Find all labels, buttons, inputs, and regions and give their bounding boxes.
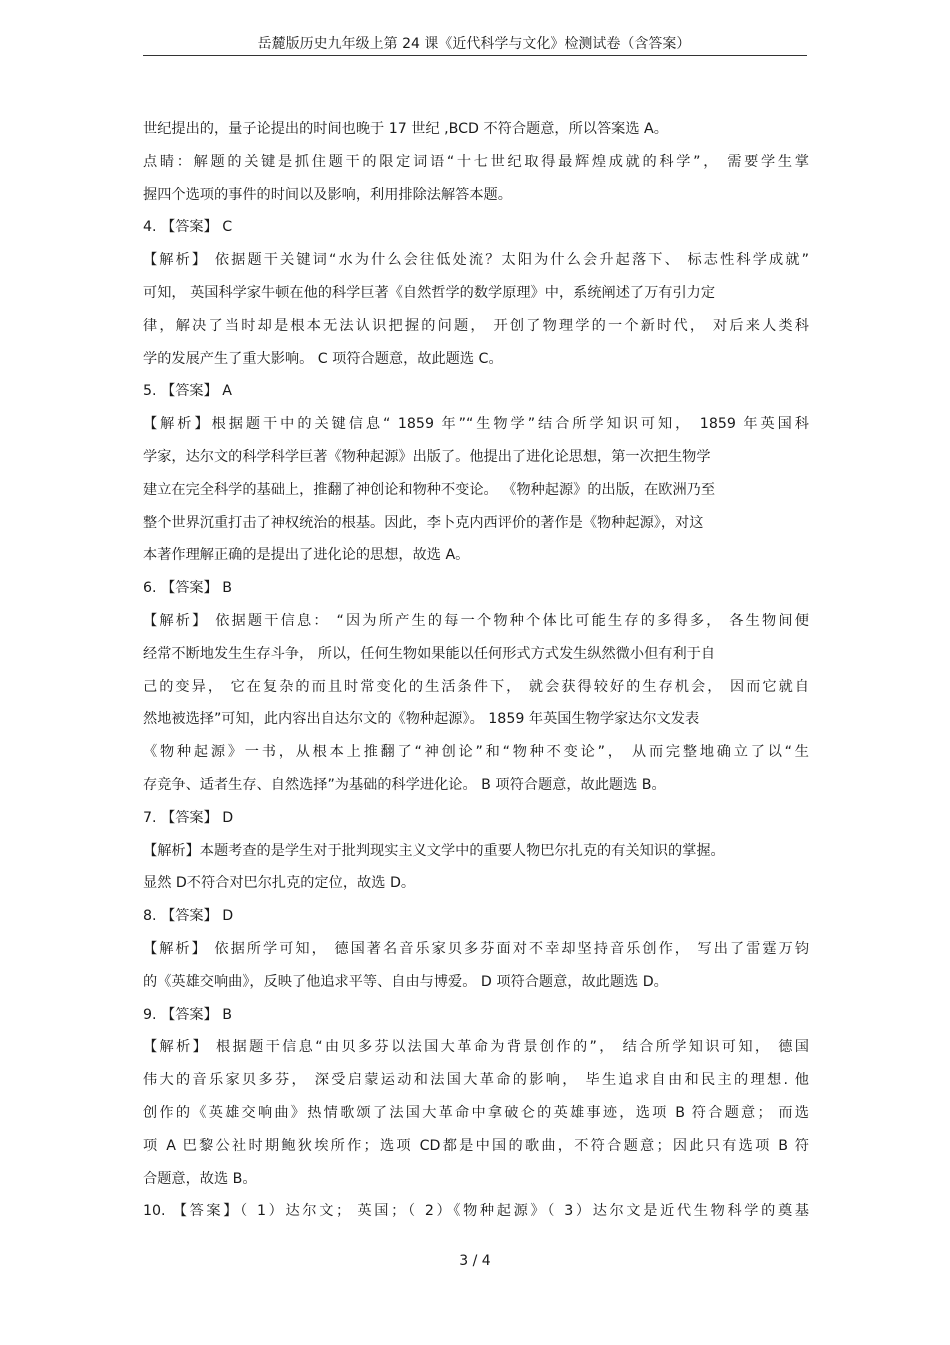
text-line: 【解析】根据题干中的关键信息“ 1859 年”“生物学”结合所学知识可知， 1859 年英国科	[143, 416, 809, 433]
document-body	[143, 113, 809, 1228]
text-line: 建立在完全科学的基础上，推翻了神创论和物种不变论。 《物种起源》的出版，在欧洲乃至	[143, 481, 716, 498]
text-line: 学家，达尔文的科学科学巨著《物种起源》出版了。他提出了进化论思想，第一次把生物学	[143, 448, 711, 465]
text-line: 【解析】 依据题干信息： “因为所产生的每一个物种个体比可能生存的多得多， 各生物间便	[143, 612, 809, 629]
text-line: 可知， 英国科学家牛顿在他的科学巨著《自然哲学的数学原理》中，系统阐述了万有引力定	[143, 284, 716, 301]
text-line: 《物种起源》一书，从根本上推翻了“神创论”和“物种不变论”， 从而完整地确立了以“生	[143, 744, 809, 761]
text-line: 7. 【答案】 D	[143, 809, 234, 826]
text-line: 6. 【答案】 B	[143, 580, 233, 597]
text-line: 的《英雄交响曲》，反映了他追求平等、自由与博爱。 D 项符合题意，故此题选 D。	[143, 973, 668, 990]
text-line: 伟大的音乐家贝多芬， 深受启蒙运动和法国大革命的影响， 毕生追求自由和民主的理想. 他	[143, 1072, 809, 1089]
text-line: 整个世界沉重打击了神权统治的根基。因此，李卜克内西评价的著作是《物种起源》，对这	[143, 514, 704, 531]
text-line: 本著作理解正确的是提出了进化论的思想，故选 A。	[143, 547, 470, 564]
page-number: 3 / 4	[459, 1253, 491, 1269]
text-line: 握四个选项的事件的时间以及影响，利用排除法解答本题。	[143, 186, 512, 203]
text-line: 己的变异， 它在复杂的而且时常变化的生活条件下， 就会获得较好的生存机会， 因而它就自	[143, 678, 809, 695]
text-line: 10. 【答案】（ 1）达尔文； 英国；（ 2）《物种起源》（ 3）达尔文是近代生物科学的奠基	[143, 1203, 809, 1220]
text-line: 学的发展产生了重大影响。 C 项符合题意，故此题选 C。	[143, 350, 503, 367]
text-line: 【解析】 依据题干关键词“水为什么会往低处流？太阳为什么会升起落下、 标志性科学成就”	[143, 252, 809, 269]
header-divider	[143, 55, 807, 56]
text-line: 律，解决了当时却是根本无法认识把握的问题， 开创了物理学的一个新时代， 对后来人类科	[143, 317, 809, 334]
text-line: 存竞争、适者生存、自然选择”为基础的科学进化论。 B 项符合题意，故此题选 B。	[143, 776, 666, 793]
text-line: 点睛：解题的关键是抓住题干的限定词语“十七世纪取得最辉煌成就的科学”， 需要学生掌	[143, 153, 809, 170]
text-line: 5. 【答案】 A	[143, 383, 233, 400]
text-line: 【解析】本题考查的是学生对于批判现实主义文学中的重要人物巴尔扎克的有关知识的掌握。	[143, 842, 725, 859]
text-line: 经常不断地发生生存斗争， 所以，任何生物如果能以任何形式方式发生纵然微小但有利于自	[143, 645, 716, 662]
text-line: 创作的《英雄交响曲》热情歌颂了法国大革命中拿破仑的英雄事迹，选项 B 符合题意； 而选	[143, 1104, 809, 1121]
text-line: 世纪提出的，量子论提出的时间也晚于 17 世纪 ,BCD 不符合题意，所以答案选 A。	[143, 121, 668, 137]
text-line: 合题意，故选 B。	[143, 1170, 257, 1187]
text-line: 9. 【答案】 B	[143, 1006, 233, 1023]
text-line: 然地被选择”可知，此内容出自达尔文的《物种起源》。 1859 年英国生物学家达尔文发表	[143, 711, 700, 728]
running-header: 岳麓版历史九年级上第 24 课《近代科学与文化》检测试卷（含答案）	[257, 36, 691, 52]
text-line: 【解析】 根据题干信息“由贝多芬以法国大革命为背景创作的”， 结合所学知识可知， 德国	[143, 1039, 809, 1056]
text-line: 项 A 巴黎公社时期鲍狄埃所作；选项 CD都是中国的歌曲，不符合题意；因此只有选项 B 符	[143, 1137, 809, 1154]
text-line: 【解析】 依据所学可知， 德国著名音乐家贝多芬面对不幸却坚持音乐创作， 写出了雷霆万钧	[143, 940, 809, 957]
text-line: 4. 【答案】 C	[143, 219, 233, 236]
text-line: 显然 D不符合对巴尔扎克的定位，故选 D。	[143, 875, 416, 892]
text-line: 8. 【答案】 D	[143, 908, 234, 925]
